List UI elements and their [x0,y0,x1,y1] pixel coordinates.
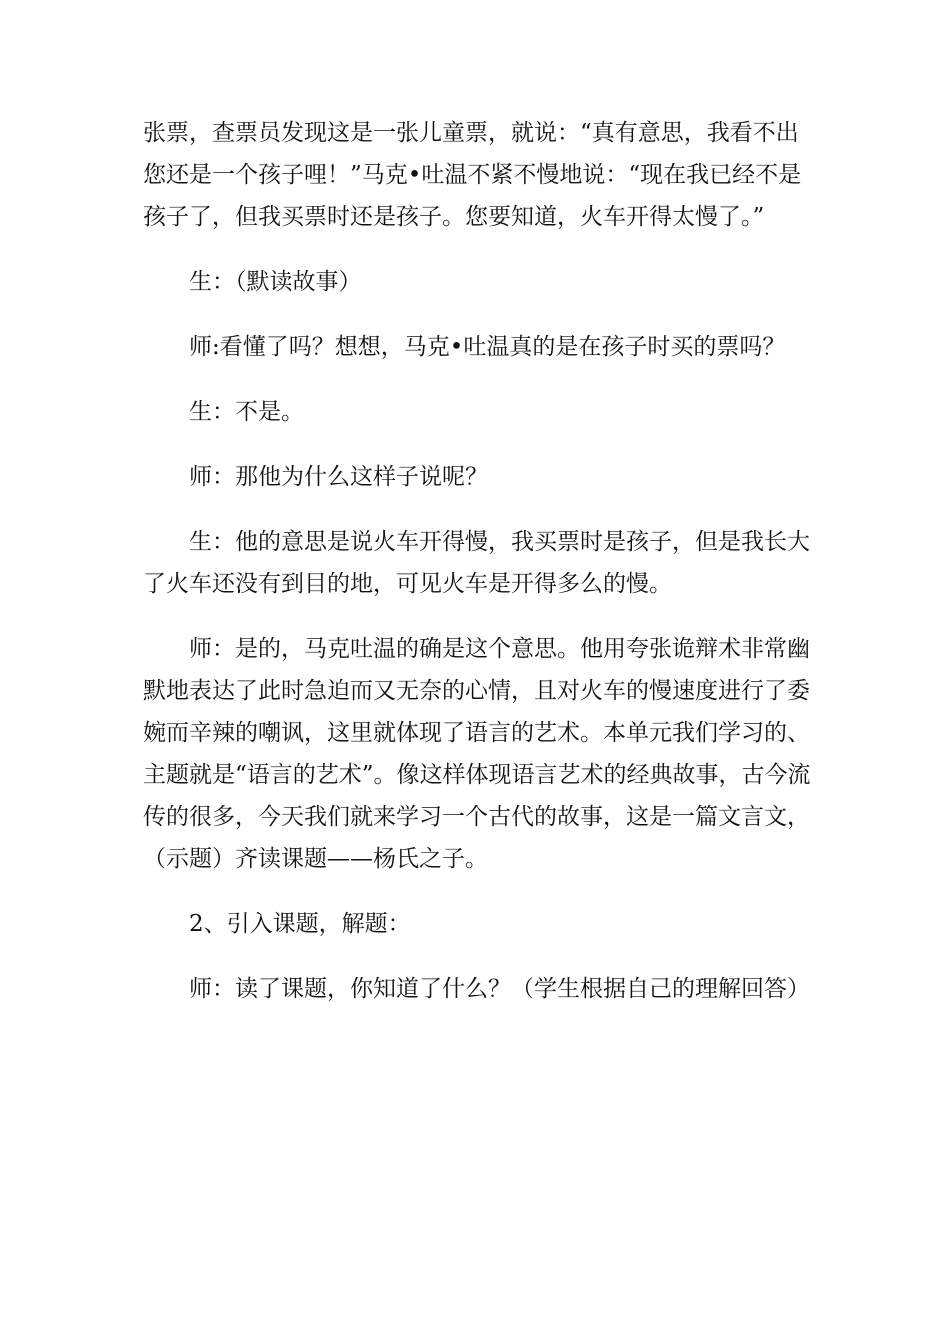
paragraph-student-read: 生：（默读故事） [189,269,362,295]
paragraph-teacher-question-2: 师：那他为什么这样子说呢？ [189,464,488,490]
paragraph-section-heading: 2、引入课题，解题： [189,911,411,937]
document-page [143,112,811,1010]
paragraph-teacher-question-1: 师:看懂了吗？想想，马克•吐温真的是在孩子时买的票吗？ [189,334,786,360]
paragraph-student-answer-1: 生：不是。 [189,399,304,425]
paragraph-teacher-explanation: 师：是的，马克吐温的确是这个意思。他用夸张诡辩术非常幽默地表达了此时急迫而又无奈的心情，且对火车的慢速度进行了委婉而辛辣的嘲讽，这里就体现了语言的艺术。本单元我们学习的、主题就是“语言的艺术”。像这样体现语言艺术的经典故事，古今流传的很多，今天我们就来学习一个古代的故事，这是一篇文言文，（示题）齐读课题——杨氏之子。 [143,636,811,872]
paragraph-teacher-question-3: 师：读了课题，你知道了什么？（学生根据自己的理解回答） [189,976,810,1002]
paragraph-student-answer-2: 生：他的意思是说火车开得慢，我买票时是孩子，但是我长大了火车还没有到目的地，可见火车是开得多么的慢。 [143,529,810,597]
paragraph-story-end: 张票，查票员发现这是一张儿童票，就说：“真有意思，我看不出您还是一个孩子哩！”马克•吐温不紧不慢地说：“现在我已经不是孩子了，但我买票时还是孩子。您要知道，火车开得太慢了。” [143,120,802,230]
